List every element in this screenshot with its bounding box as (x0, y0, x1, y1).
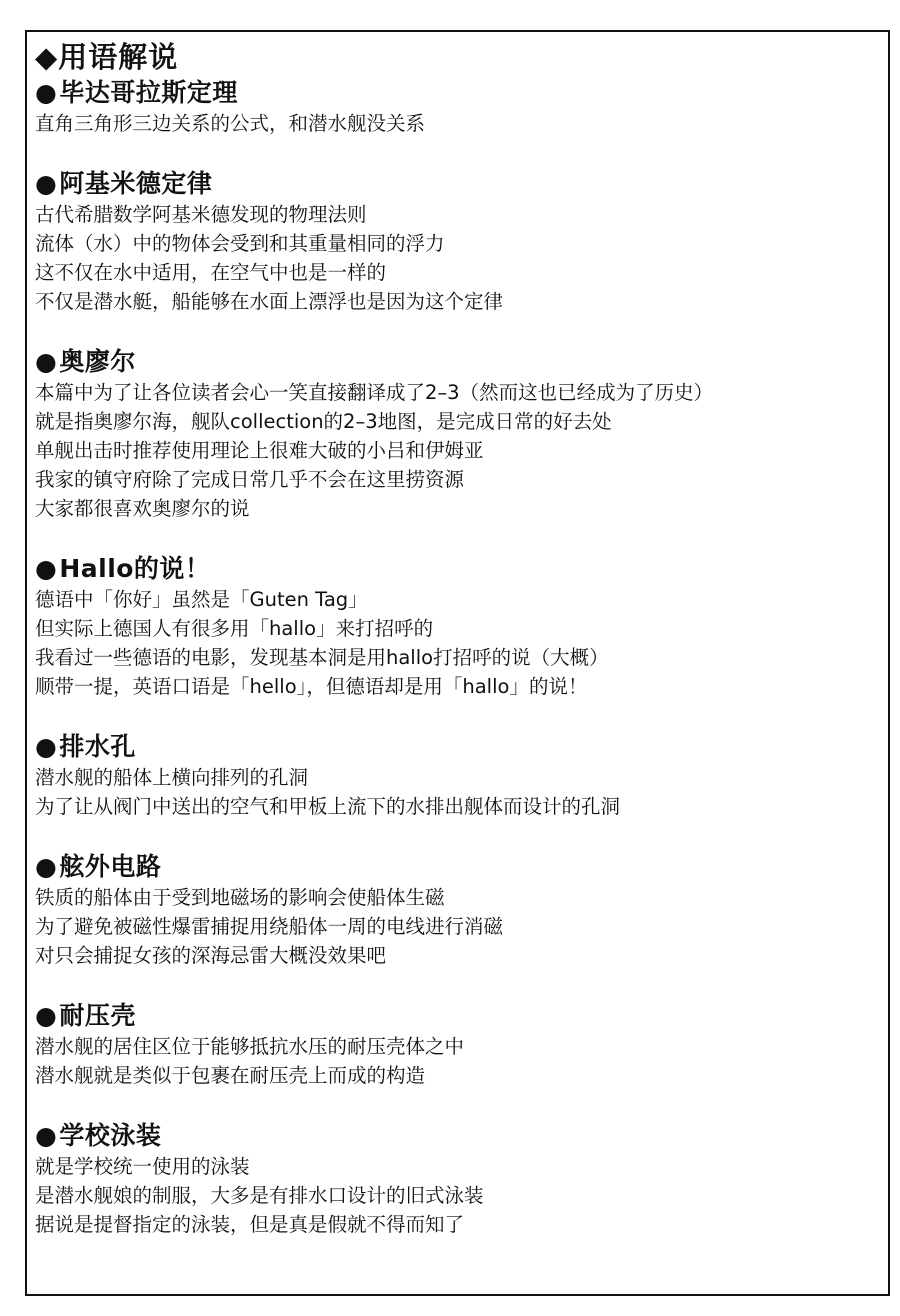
bullet-icon: ● (35, 1001, 58, 1030)
section-body-line: 大家都很喜欢奥廖尔的说 (35, 497, 250, 520)
section-heading (35, 999, 888, 1032)
section-title: 舷外电路 (59, 852, 162, 881)
glossary-section (35, 76, 888, 167)
glossary-section (35, 850, 888, 999)
section-body-line: 不仅是潜水艇，船能够在水面上漂浮也是因为这个定律 (35, 290, 504, 313)
section-spacer (35, 1090, 888, 1119)
bullet-icon: ● (35, 852, 58, 881)
glossary-frame (25, 30, 890, 1296)
section-heading (35, 345, 888, 378)
glossary-section (35, 1119, 888, 1239)
section-heading (35, 850, 888, 883)
section-heading (35, 552, 888, 585)
section-spacer (35, 970, 888, 999)
bullet-icon: ● (35, 78, 58, 107)
section-spacer (35, 316, 888, 345)
section-body-line: 对只会捕捉女孩的深海忌雷大概没效果吧 (35, 944, 387, 967)
section-body-line: 本篇中为了让各位读者会心一笑直接翻译成了2–3（然而这也已经成为了历史） (35, 381, 714, 404)
section-body-line: 单舰出击时推荐使用理论上很难大破的小吕和伊姆亚 (35, 439, 484, 462)
section-body-line: 就是学校统一使用的泳装 (35, 1155, 250, 1178)
section-body-line: 德语中「你好」虽然是「Guten Tag」 (35, 588, 368, 611)
glossary-section (35, 999, 888, 1119)
bullet-icon: ● (35, 732, 58, 761)
section-body-line: 直角三角形三边关系的公式，和潜水舰没关系 (35, 112, 426, 135)
section-spacer (35, 821, 888, 850)
section-body-line: 潜水舰就是类似于包裹在耐压壳上而成的构造 (35, 1064, 426, 1087)
section-body-line: 但实际上德国人有很多用「hallo」来打招呼的 (35, 617, 434, 640)
section-body-line: 顺带一提，英语口语是「hello」，但德语却是用「hallo」的说！ (35, 675, 588, 698)
bullet-icon: ● (35, 554, 58, 583)
section-title: 排水孔 (59, 732, 136, 761)
bullet-icon: ● (35, 169, 58, 198)
page-title: ◆用语解说 (35, 40, 179, 74)
section-body-line: 为了让从阀门中送出的空气和甲板上流下的水排出舰体而设计的孔洞 (35, 795, 621, 818)
section-body-line: 就是指奥廖尔海，舰队collection的2–3地图，是完成日常的好去处 (35, 410, 612, 433)
section-body-line: 潜水舰的居住区位于能够抵抗水压的耐压壳体之中 (35, 1035, 465, 1058)
section-spacer (35, 138, 888, 167)
section-title: Hallo的说！ (59, 554, 211, 583)
section-body-line: 为了避免被磁性爆雷捕捉用绕船体一周的电线进行消磁 (35, 915, 504, 938)
section-title: 耐压壳 (59, 1001, 136, 1030)
section-title: 毕达哥拉斯定理 (59, 78, 238, 107)
section-spacer (35, 523, 888, 552)
section-body-line: 流体（水）中的物体会受到和其重量相同的浮力 (35, 232, 445, 255)
section-body-line: 古代希腊数学阿基米德发现的物理法则 (35, 203, 367, 226)
glossary-section (35, 167, 888, 345)
section-title: 奥廖尔 (59, 347, 136, 376)
section-heading (35, 167, 888, 200)
glossary-section (35, 345, 888, 552)
section-title: 学校泳装 (59, 1121, 162, 1150)
section-body-line: 潜水舰的船体上横向排列的孔洞 (35, 766, 309, 789)
glossary-sections (35, 76, 888, 1239)
glossary-section (35, 730, 888, 850)
bullet-icon: ● (35, 1121, 58, 1150)
section-heading (35, 730, 888, 763)
section-body-line: 我家的镇守府除了完成日常几乎不会在这里捞资源 (35, 468, 465, 491)
glossary-section (35, 552, 888, 730)
section-heading (35, 76, 888, 109)
section-body-line: 铁质的船体由于受到地磁场的影响会使船体生磁 (35, 886, 445, 909)
section-title: 阿基米德定律 (59, 169, 213, 198)
section-body-line: 是潜水舰娘的制服，大多是有排水口设计的旧式泳装 (35, 1184, 484, 1207)
section-spacer (35, 701, 888, 730)
section-body-line: 据说是提督指定的泳装，但是真是假就不得而知了 (35, 1213, 465, 1236)
bullet-icon: ● (35, 347, 58, 376)
section-body-line: 这不仅在水中适用，在空气中也是一样的 (35, 261, 387, 284)
section-heading (35, 1119, 888, 1152)
section-body-line: 我看过一些德语的电影，发现基本洞是用hallo打招呼的说（大概） (35, 646, 609, 669)
